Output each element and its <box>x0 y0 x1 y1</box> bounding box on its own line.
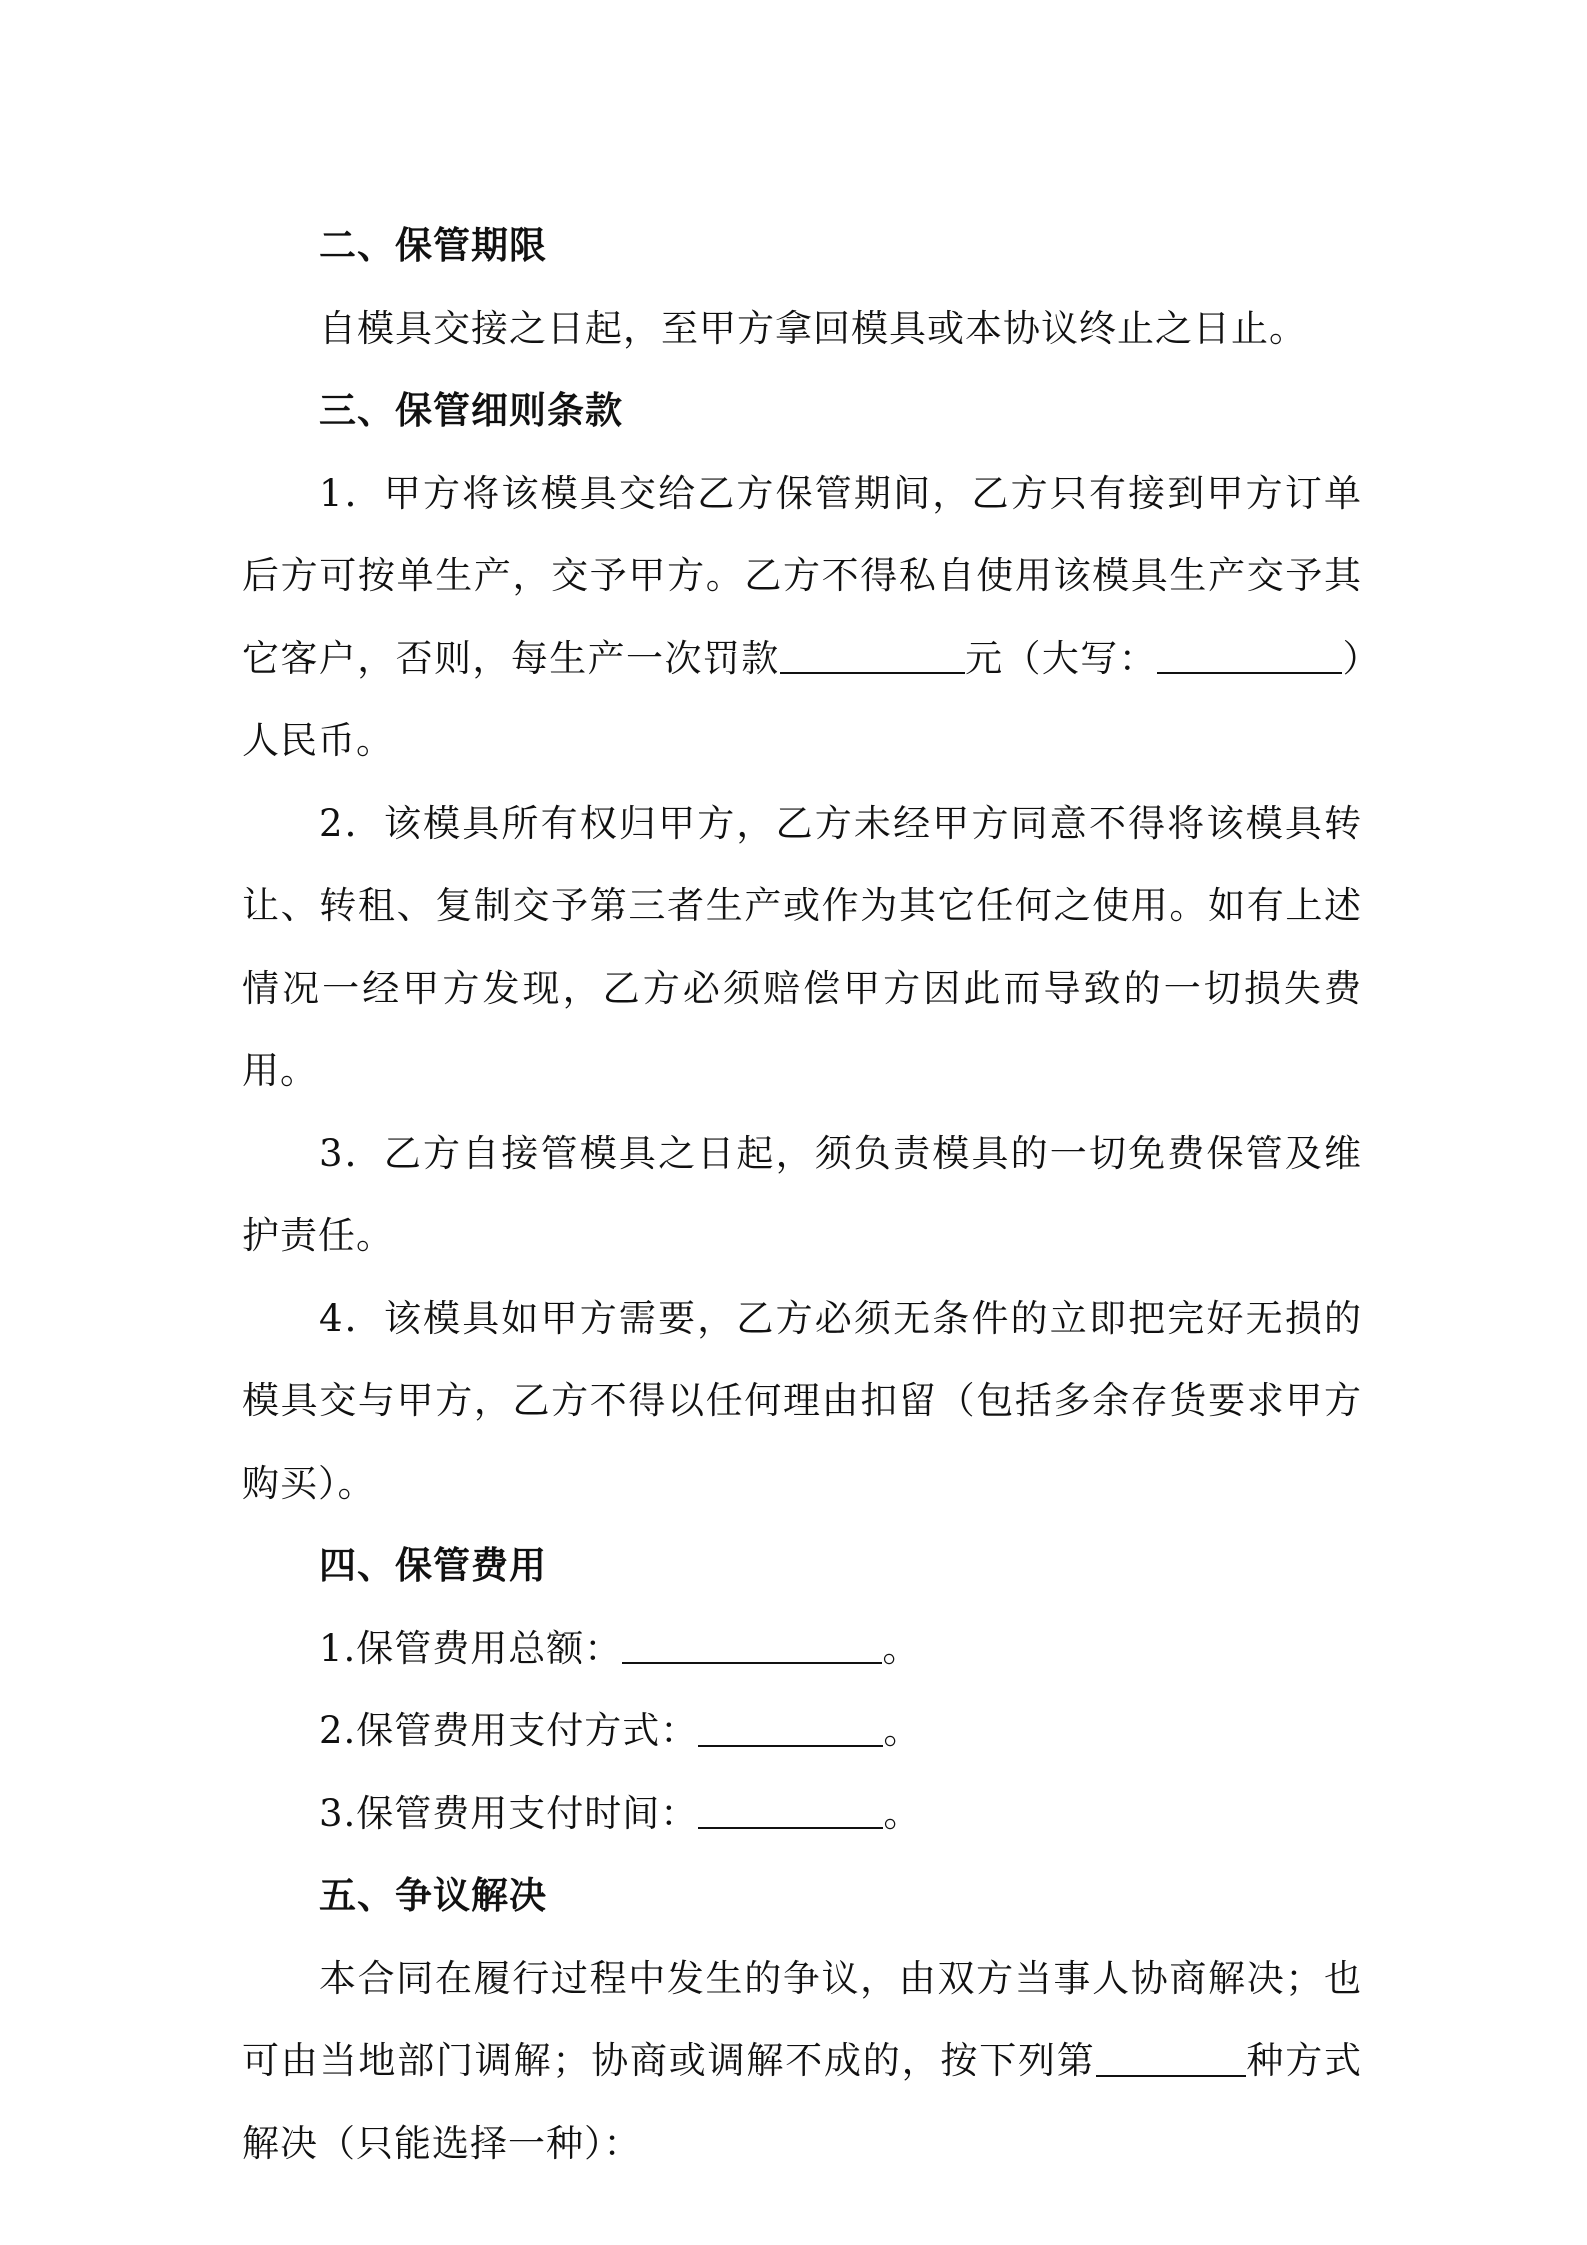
item-1-text-a: 1．甲方将该模具交给乙方保管期间，乙方只有接到甲方订单后方可按单生产，交予甲方。乙方不得私自使用该模具生产交予其它客户，否则，每生产一次罚款 <box>242 471 1362 680</box>
dispute-method-blank[interactable] <box>1096 2036 1246 2077</box>
fine-amount-blank[interactable] <box>780 633 965 674</box>
dispute-text-b: 种方式解决（只能选择一种）： <box>242 2039 1363 2165</box>
fee-time-end: 。 <box>883 1791 922 1835</box>
fee-total-blank[interactable] <box>622 1623 882 1664</box>
section-4-item-2 <box>242 1690 1362 1773</box>
section-4-heading: 四、保管费用 <box>319 1544 547 1587</box>
fee-total-end: 。 <box>882 1626 921 1670</box>
fine-amount-words-blank[interactable] <box>1157 633 1342 674</box>
dispute-text-a: 本合同在履行过程中发生的争议，由双方当事人协商解决；也可由当地部门调解；协商或调解不成的，按下列第 <box>242 1956 1362 2082</box>
section-5-text <box>242 1938 1362 2186</box>
section-4-item-1 <box>242 1608 1362 1691</box>
fee-time-label: 3.保管费用支付时间： <box>319 1791 699 1835</box>
fee-total-label: 1.保管费用总额： <box>319 1626 623 1670</box>
fee-method-label: 2.保管费用支付方式： <box>319 1709 699 1752</box>
item-1-text-b: 元（大写： <box>964 636 1158 680</box>
section-3-item-3: 3．乙方自接管模具之日起，须负责模具的一切免费保管及维护责任。 <box>242 1131 1362 1257</box>
section-5-heading: 五、争议解决 <box>319 1874 547 1917</box>
section-2-heading: 二、保管期限 <box>319 224 547 267</box>
section-3-item-2: 2．该模具所有权归甲方，乙方未经甲方同意不得将该模具转让、转租、复制交予第三者生产或作为其它任何之使用。如有上述情况一经甲方发现，乙方必须赔偿甲方因此而导致的一切损失费用。 <box>242 801 1362 1092</box>
section-2-text: 自模具交接之日起，至甲方拿回模具或本协议终止之日止。 <box>319 306 1307 350</box>
item-1-text-c: ）人民币。 <box>242 636 1363 762</box>
fee-method-end: 。 <box>883 1709 922 1752</box>
fee-method-blank[interactable] <box>698 1706 883 1747</box>
section-3-heading: 三、保管细则条款 <box>319 389 623 432</box>
document-body <box>242 205 1362 2185</box>
fee-time-blank[interactable] <box>698 1788 883 1829</box>
section-4-item-3 <box>242 1773 1362 1856</box>
section-3-item-1 <box>242 453 1362 783</box>
section-3-item-4: 4．该模具如甲方需要，乙方必须无条件的立即把完好无损的模具交与甲方，乙方不得以任何理由扣留（包括多余存货要求甲方购买）。 <box>242 1296 1362 1505</box>
